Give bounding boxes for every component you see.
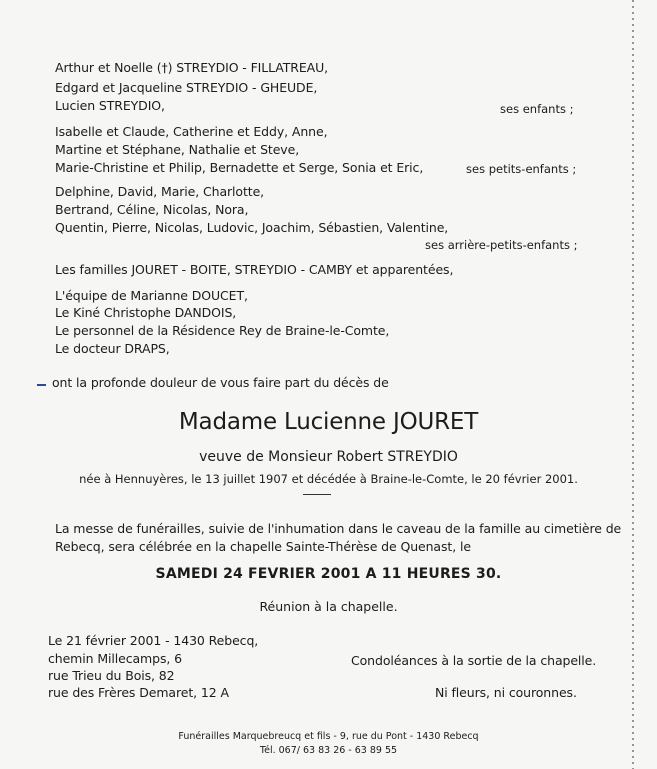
great-grandchildren-line-3: Quentin, Pierre, Nicolas, Ludovic, Joachim, Sébastien, Valentine, bbox=[55, 220, 449, 235]
care-line-2: Le Kiné Christophe DANDOIS, bbox=[55, 305, 237, 320]
funeral-line-1: La messe de funérailles, suivie de l'inhumation dans le caveau de la famille au cimetière de bbox=[55, 521, 622, 536]
deceased-name: Madame Lucienne JOURET bbox=[178, 409, 479, 435]
grandchildren-line-1: Isabelle et Claude, Catherine et Eddy, Anne, bbox=[55, 124, 328, 139]
address-line-2: chemin Millecamps, 6 bbox=[48, 651, 182, 666]
great-grandchildren-line-1: Delphine, David, Marie, Charlotte, bbox=[55, 184, 265, 199]
address-line-1: Le 21 février 2001 - 1430 Rebecq, bbox=[48, 633, 259, 648]
great-grandchildren-role: ses arrière-petits-enfants ; bbox=[425, 238, 578, 252]
birth-death-dates: née à Hennuyères, le 13 juillet 1907 et décédée à Braine-le-Comte, le 20 février 2001. bbox=[79, 472, 578, 486]
address-line-4: rue des Frères Demaret, 12 A bbox=[48, 685, 229, 700]
children-line-3: Lucien STREYDIO, bbox=[55, 98, 165, 113]
pen-mark bbox=[37, 384, 46, 386]
children-role: ses enfants ; bbox=[500, 102, 574, 116]
grandchildren-line-2: Martine et Stéphane, Nathalie et Steve, bbox=[55, 142, 300, 157]
funeral-line-2: Rebecq, sera célébrée en la chapelle Sainte-Thérèse de Quenast, le bbox=[55, 539, 471, 554]
children-line-2: Edgard et Jacqueline STREYDIO - GHEUDE, bbox=[55, 80, 318, 95]
care-line-1: L'équipe de Marianne DOUCET, bbox=[55, 288, 248, 303]
families-line: Les familles JOURET - BOITE, STREYDIO - CAMBY et apparentées, bbox=[55, 262, 454, 277]
address-line-3: rue Trieu du Bois, 82 bbox=[48, 668, 175, 683]
paper-edge-shadow bbox=[632, 0, 634, 769]
grandchildren-line-3: Marie-Christine et Philip, Bernadette et Serge, Sonia et Eric, bbox=[55, 160, 424, 175]
divider bbox=[303, 494, 331, 495]
flowers-note: Ni fleurs, ni couronnes. bbox=[435, 685, 577, 700]
announcement-text: ont la profonde douleur de vous faire part du décès de bbox=[52, 375, 389, 390]
great-grandchildren-line-2: Bertrand, Céline, Nicolas, Nora, bbox=[55, 202, 249, 217]
funeral-date: SAMEDI 24 FEVRIER 2001 A 11 HEURES 30. bbox=[155, 566, 502, 582]
grandchildren-role: ses petits-enfants ; bbox=[466, 162, 577, 176]
children-line-1: Arthur et Noelle (†) STREYDIO - FILLATREAU, bbox=[55, 60, 329, 75]
condolences-note: Condoléances à la sortie de la chapelle. bbox=[351, 653, 597, 668]
footer-line-2: Tél. 067/ 63 83 26 - 63 89 55 bbox=[259, 745, 398, 756]
footer-line-1: Funérailles Marquebreucq et fils - 9, rue du Pont - 1430 Rebecq bbox=[178, 731, 479, 742]
care-line-4: Le docteur DRAPS, bbox=[55, 341, 170, 356]
widow-line: veuve de Monsieur Robert STREYDIO bbox=[199, 449, 458, 465]
care-line-3: Le personnel de la Résidence Rey de Braine-le-Comte, bbox=[55, 323, 390, 338]
reunion-text: Réunion à la chapelle. bbox=[259, 599, 398, 614]
